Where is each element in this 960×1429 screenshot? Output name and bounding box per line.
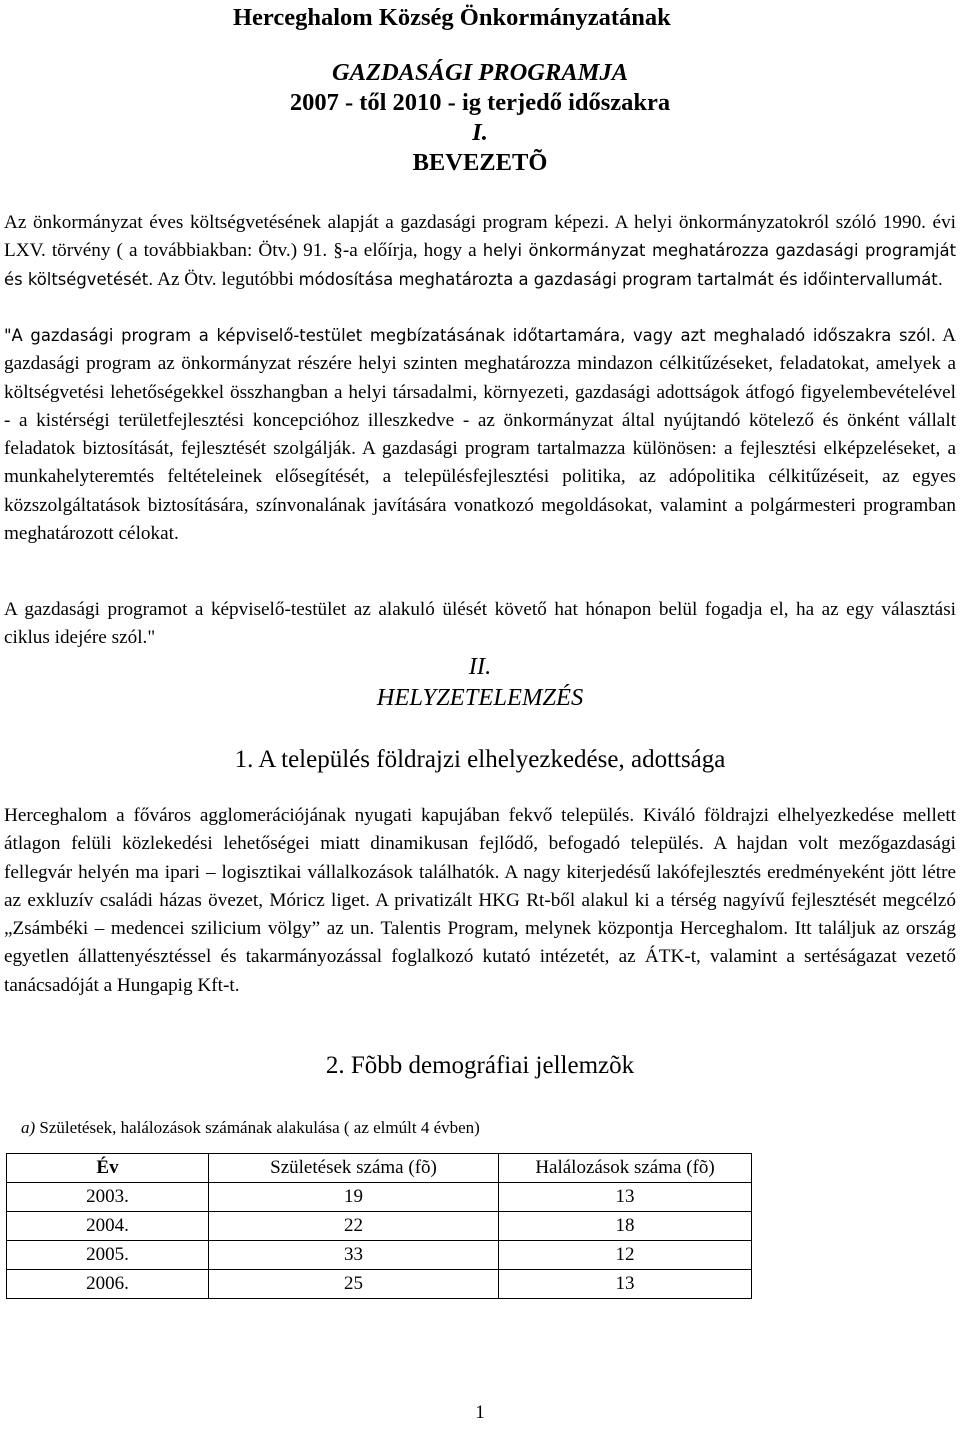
section-1-number: I. — [472, 119, 488, 146]
program-period: 2007 - től 2010 - ig terjedő időszakra — [289, 89, 671, 116]
demography-table — [6, 1153, 752, 1299]
header-year: Év — [7, 1154, 209, 1183]
caption-text: Születések, halálozások számának alakulása ( az elmúlt 4 évben) — [35, 1118, 480, 1137]
cell-year: 2003. — [7, 1183, 209, 1212]
cell-deaths: 13 — [499, 1183, 752, 1212]
subsection-1-heading: 1. A település földrajzi elhelyezkedése, adottsága — [234, 746, 726, 773]
section-2-number: II. — [468, 653, 492, 680]
geography-paragraph: Herceghalom a főváros agglomerációjának nyugati kapujában fekvő település. Kiváló földrajzi elhelyezkedése mellett átlagon felüli közlekedési lehetőségei miatt dinamikusan fejlődő, befogadó település. A hajdan volt mezőgazdasági fellegvár helyén ma ipari – logisztikai vállalkozások találhatók. A nagy kiterjedésű lakófejlesztés eredményeként jött létre az exkluzív családi házas övezet, Móricz liget. A privatizált HKG Rt-ből alakul ki a térség nagyívű fejlesztését megcélzó „Zsámbéki – medencei szilicium völgy” az un. Talentis Program, melynek központja Herceghalom. Itt találjuk az ország egyetlen állattenyésztéssel és takarmányozással foglalkozó kutató intézetét, az ÁTK-t, valamint a sertéságazat vezető tanácsadóját a Hungapig Kft-t. — [4, 805, 956, 996]
page-number: 1 — [475, 1402, 485, 1423]
table-row — [7, 1270, 752, 1299]
header-deaths: Halálozások száma (fõ) — [499, 1154, 752, 1183]
cell-deaths: 13 — [499, 1270, 752, 1299]
table-row — [7, 1212, 752, 1241]
cell-year: 2006. — [7, 1270, 209, 1299]
program-title: GAZDASÁGI PROGRAMJA — [331, 59, 629, 86]
cell-births: 19 — [209, 1183, 499, 1212]
subsection-2-heading: 2. Fõbb demográfiai jellemzõk — [325, 1052, 635, 1079]
table-row — [7, 1183, 752, 1212]
cell-deaths: 18 — [499, 1212, 752, 1241]
caption-marker: a) — [21, 1118, 36, 1137]
municipality-title: Herceghalom Község Önkormányzatának — [233, 4, 671, 31]
cell-births: 25 — [209, 1270, 499, 1299]
cell-births: 33 — [209, 1241, 499, 1270]
intro-paragraph-2: "A gazdasági program a képviselő-testület megbízatásának időtartamára, vagy azt meghaladó időszakra szól. A gazdasági program az önkormányzat részére helyi szinten meghatározza mindazon célkitűzéseket, feladatokat, amelyek a költségvetési lehetőségekkel összhangban a helyi társadalmi, környezeti, gazdasági adottságok átfogó figyelembevételével - a kistérségi területfejlesztési koncepcióhoz illeszkedve - az önkormányzat által nyújtandó kötelező és önként vállalt feladatok biztosítását, fejlesztését szolgálják. A gazdasági program tartalmazza különösen: a fejlesztési elképzeléseket, a munkahelyteremtés feltételeinek elősegítését, a településfejlesztési politika, az adópolitika célkitűzéseit, az egyes közszolgáltatások biztosítására, színvonalának javítására vonatkozó megoldásokat, valamint a polgármesteri programban meghatározott célokat. — [4, 325, 956, 545]
table-header-row — [7, 1154, 752, 1183]
intro-paragraph-3: A gazdasági programot a képviselő-testület az alakuló ülését követő hat hónapon belül fogadja el, ha az egy választási ciklus idejére szól." — [4, 599, 956, 649]
table-row — [7, 1241, 752, 1270]
cell-deaths: 12 — [499, 1241, 752, 1270]
cell-births: 22 — [209, 1212, 499, 1241]
cell-year: 2004. — [7, 1212, 209, 1241]
header-births: Születések száma (fõ) — [209, 1154, 499, 1183]
cell-year: 2005. — [7, 1241, 209, 1270]
intro-paragraph-1: Az önkormányzat éves költségvetésének alapját a gazdasági program képezi. A helyi önkormányzatokról szóló 1990. évi LXV. törvény ( a továbbiakban: Ötv.) 91. §-a előírja, hogy a helyi önkormányzat meghatározza gazdasági programját és költségvetését. Az Ötv. legutóbbi módosítása meghatározta a gazdasági program tartalmát és időintervallumát. — [4, 212, 956, 290]
table-caption — [21, 1117, 480, 1139]
section-2-title: HELYZETELEMZÉS — [376, 684, 584, 711]
section-1-title: BEVEZETÕ — [412, 149, 548, 176]
